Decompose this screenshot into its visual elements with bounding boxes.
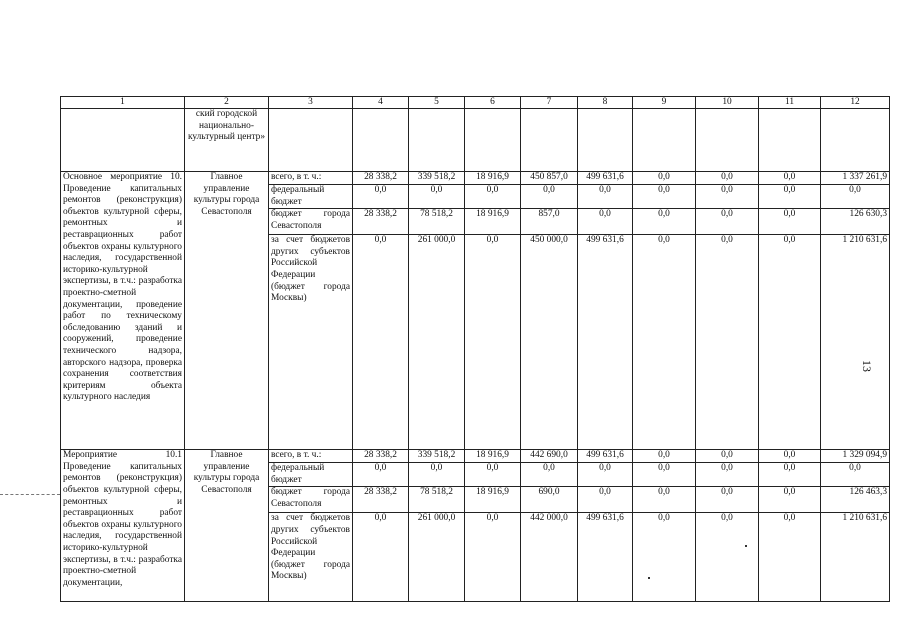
amount-cell: 0,0 — [759, 209, 821, 235]
amount-cell: 28 338,2 — [353, 450, 409, 463]
amount-cell: 339 518,2 — [409, 172, 465, 185]
amount-cell: 0,0 — [633, 209, 696, 235]
amount-cell: 1 210 631,6 — [821, 513, 890, 602]
amount-cell: 0,0 — [696, 450, 759, 463]
amount-cell: 0,0 — [578, 209, 633, 235]
amount-cell: 1 329 094,9 — [821, 450, 890, 463]
amount-cell: 0,0 — [759, 185, 821, 209]
funding-source-cell: федеральный бюджет — [269, 185, 353, 209]
amount-cell: 0,0 — [633, 463, 696, 487]
amount-cell: 442 000,0 — [521, 513, 578, 602]
amount-cell: 0,0 — [759, 463, 821, 487]
funding-source-cell: за счет бюджетов других субъектов Российской Федерации (бюджет города Москвы) — [269, 235, 353, 450]
amount-cell: 0,0 — [696, 513, 759, 602]
amount-cell: 0,0 — [578, 487, 633, 513]
amount-cell: 0,0 — [696, 185, 759, 209]
column-number-cell: 5 — [409, 97, 465, 109]
amount-cell: 126 630,3 — [821, 209, 890, 235]
carryover-empty-cell — [521, 109, 578, 172]
amount-cell: 0,0 — [521, 463, 578, 487]
responsible-cell: Главное управление культуры города Севастополя — [185, 450, 269, 602]
carryover-empty-cell — [61, 109, 185, 172]
carryover-empty-cell — [269, 109, 353, 172]
column-number-cell: 7 — [521, 97, 578, 109]
amount-cell: 0,0 — [409, 185, 465, 209]
carryover-empty-cell — [759, 109, 821, 172]
amount-cell: 0,0 — [353, 463, 409, 487]
amount-cell: 0,0 — [633, 185, 696, 209]
funding-source-cell: всего, в т. ч.: — [269, 450, 353, 463]
table-row — [61, 450, 890, 463]
scan-margin-line — [0, 494, 60, 495]
column-number-cell: 1 — [61, 97, 185, 109]
amount-cell: 28 338,2 — [353, 172, 409, 185]
amount-cell: 0,0 — [821, 185, 890, 209]
amount-cell: 0,0 — [696, 172, 759, 185]
carryover-responsible-cell: ский городской национально-культурный центр» — [185, 109, 269, 172]
amount-cell: 499 631,6 — [578, 513, 633, 602]
amount-cell: 857,0 — [521, 209, 578, 235]
amount-cell: 0,0 — [759, 172, 821, 185]
amount-cell: 0,0 — [465, 185, 521, 209]
amount-cell: 0,0 — [465, 463, 521, 487]
amount-cell: 0,0 — [353, 185, 409, 209]
activity-name-cell: Мероприятие 10.1 Проведение капитальных ремонтов (реконструкция) объектов культурной сферы, ремонтных и реставрационных работ объектов охраны культурного наследия, государственной историко-культурной экспертизы, в т.ч.: разработка проектно-сметной документации, — [61, 450, 185, 602]
funding-source-cell: бюджет города Севастополя — [269, 487, 353, 513]
amount-cell: 0,0 — [759, 450, 821, 463]
carryover-empty-cell — [633, 109, 696, 172]
column-number-cell: 8 — [578, 97, 633, 109]
amount-cell: 18 916,9 — [465, 172, 521, 185]
carryover-empty-cell — [821, 109, 890, 172]
column-number-cell: 9 — [633, 97, 696, 109]
table-body — [61, 97, 890, 602]
table-row — [61, 172, 890, 185]
column-number-cell: 10 — [696, 97, 759, 109]
column-number-cell: 4 — [353, 97, 409, 109]
amount-cell: 1 337 261,9 — [821, 172, 890, 185]
amount-cell: 0,0 — [409, 463, 465, 487]
amount-cell: 0,0 — [696, 487, 759, 513]
column-number-cell: 2 — [185, 97, 269, 109]
amount-cell: 339 518,2 — [409, 450, 465, 463]
column-number-cell: 3 — [269, 97, 353, 109]
amount-cell: 0,0 — [821, 463, 890, 487]
funding-source-cell: всего, в т. ч.: — [269, 172, 353, 185]
amount-cell: 0,0 — [696, 209, 759, 235]
carryover-row — [61, 109, 890, 172]
column-number-cell: 6 — [465, 97, 521, 109]
amount-cell: 0,0 — [633, 450, 696, 463]
amount-cell: 0,0 — [759, 235, 821, 450]
amount-cell: 0,0 — [759, 487, 821, 513]
page-number: 13 — [860, 360, 874, 372]
amount-cell: 450 857,0 — [521, 172, 578, 185]
amount-cell: 0,0 — [696, 235, 759, 450]
amount-cell: 28 338,2 — [353, 487, 409, 513]
amount-cell: 0,0 — [633, 172, 696, 185]
amount-cell: 0,0 — [633, 235, 696, 450]
responsible-cell: Главное управление культуры города Севастополя — [185, 172, 269, 450]
amount-cell: 18 916,9 — [465, 450, 521, 463]
activity-name-cell: Основное мероприятие 10. Проведение капитальных ремонтов (реконструкция) объектов культурной сферы, ремонтных и реставрационных работ объектов охраны культурного наследия, государственной историко-культурной экспертизы, в т.ч.: разработка проектно-сметной документации, проведение работ по техническому обследованию зданий и сооружений, проведение технического надзора, авторского надзора, проверка сохранения соответствия критериям объекта культурного наследия — [61, 172, 185, 450]
column-number-cell: 12 — [821, 97, 890, 109]
amount-cell: 690,0 — [521, 487, 578, 513]
amount-cell: 0,0 — [696, 463, 759, 487]
amount-cell: 0,0 — [353, 513, 409, 602]
amount-cell: 261 000,0 — [409, 235, 465, 450]
carryover-empty-cell — [353, 109, 409, 172]
carryover-empty-cell — [696, 109, 759, 172]
carryover-empty-cell — [465, 109, 521, 172]
budget-table — [60, 96, 890, 602]
column-number-row — [61, 97, 890, 109]
amount-cell: 0,0 — [465, 513, 521, 602]
funding-source-cell: за счет бюджетов других субъектов Российской Федерации (бюджет города Москвы) — [269, 513, 353, 602]
amount-cell: 78 518,2 — [409, 487, 465, 513]
amount-cell: 18 916,9 — [465, 487, 521, 513]
amount-cell: 499 631,6 — [578, 450, 633, 463]
amount-cell: 442 690,0 — [521, 450, 578, 463]
amount-cell: 1 210 631,6 — [821, 235, 890, 450]
amount-cell: 0,0 — [633, 513, 696, 602]
amount-cell: 0,0 — [521, 185, 578, 209]
amount-cell: 499 631,6 — [578, 172, 633, 185]
amount-cell: 78 518,2 — [409, 209, 465, 235]
amount-cell: 126 463,3 — [821, 487, 890, 513]
amount-cell: 0,0 — [633, 487, 696, 513]
amount-cell: 499 631,6 — [578, 235, 633, 450]
amount-cell: 0,0 — [353, 235, 409, 450]
amount-cell: 28 338,2 — [353, 209, 409, 235]
amount-cell: 0,0 — [578, 185, 633, 209]
amount-cell: 450 000,0 — [521, 235, 578, 450]
amount-cell: 0,0 — [465, 235, 521, 450]
amount-cell: 18 916,9 — [465, 209, 521, 235]
amount-cell: 261 000,0 — [409, 513, 465, 602]
funding-source-cell: федеральный бюджет — [269, 463, 353, 487]
funding-source-cell: бюджет города Севастополя — [269, 209, 353, 235]
carryover-empty-cell — [578, 109, 633, 172]
column-number-cell: 11 — [759, 97, 821, 109]
carryover-empty-cell — [409, 109, 465, 172]
amount-cell: 0,0 — [578, 463, 633, 487]
amount-cell: 0,0 — [759, 513, 821, 602]
